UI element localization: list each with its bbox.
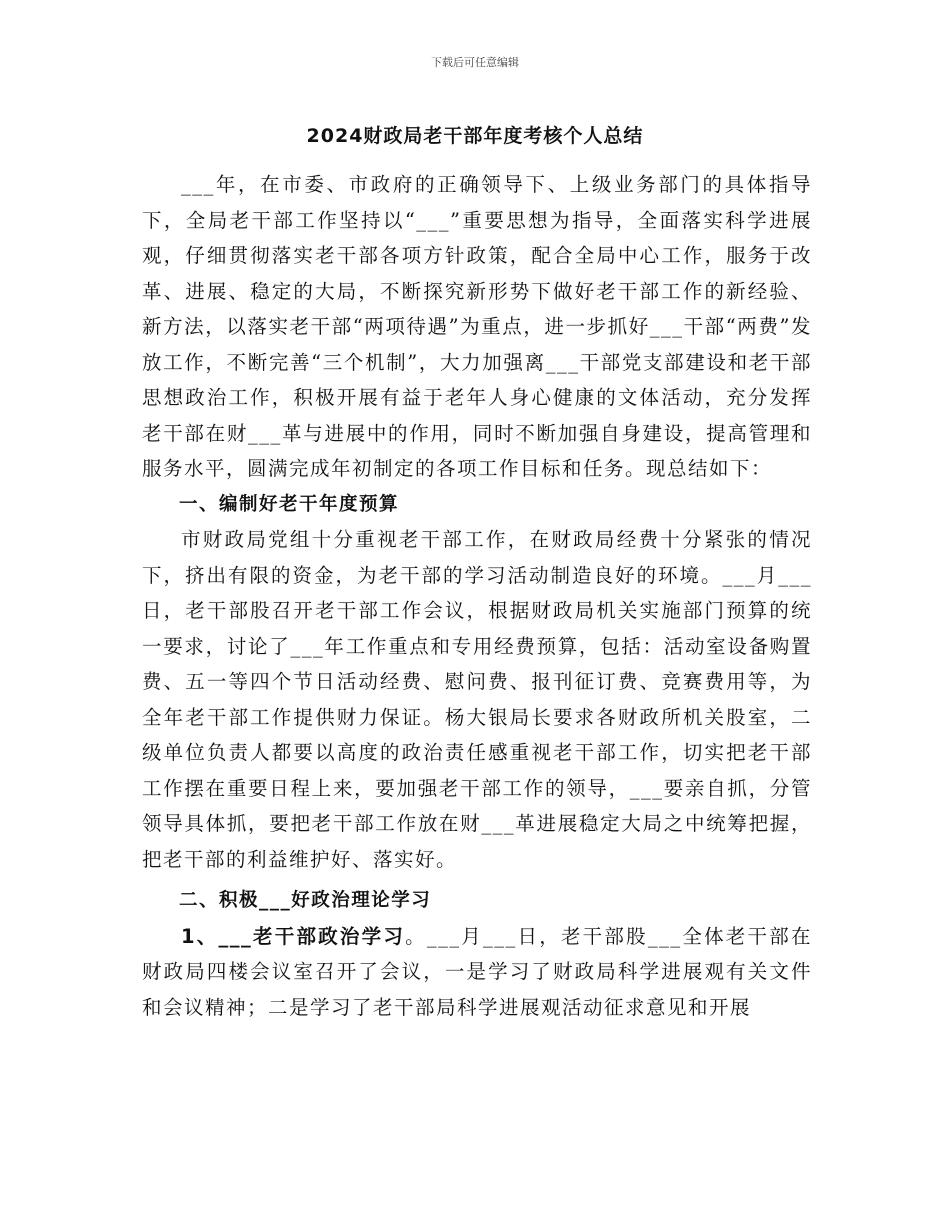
section-2-text: 。___月___日，老干部股___全体老干部在财政局四楼会议室召开了会议，一是学习了财政局科学进展观有关文件和会议精神；二是学习了老干部局科学进展观活动征求意见和开展 <box>142 924 812 1019</box>
subsection-lead: 1、___老干部政治学习 <box>181 924 406 948</box>
section-1-paragraph: 市财政局党组十分重视老干部工作，在财政局经费十分紧张的情况下，挤出有限的资金，为老干部的学习活动制造良好的环境。___月___日，老干部股召开老干部工作会议，根据财政局机关实施部门预算的统一要求，讨论了___年工作重点和专用经费预算，包括：活动室设备购置费、五一等四个节日活动经费、慰问费、报刊征订费、竞赛费用等，为全年老干部工作提供财力保证。杨大银局长要求各财政所机关股室，二级单位负责人都要以高度的政治责任感重视老干部工作，切实把老干部工作摆在重要日程上来，要加强老干部工作的领导，___要亲自抓，分管领导具体抓，要把老干部工作放在财___革进展稳定大局之中统筹把握，把老干部的利益维护好、落实好。 <box>142 528 812 871</box>
section-heading-1: 一、编制好老干年度预算 <box>179 493 400 515</box>
intro-paragraph: ___年，在市委、市政府的正确领导下、上级业务部门的具体指导下，全局老干部工作坚持以“___”重要思想为指导，全面落实科学进展观，仔细贯彻落实老干部各项方针政策，配合全局中心工作，服务于改革、进展、稳定的大局，不断探究新形势下做好老干部工作的新经验、新方法，以落实老干部“两项待遇”为重点，进一步抓好___干部“两费”发放工作，不断完善“三个机制”，大力加强离___干部党支部建设和老干部思想政治工作，积极开展有益于老年人身心健康的文体活动，充分发挥老干部在财___革与进展中的作用，同时不断加强自身建设，提高管理和服务水平，圆满完成年初制定的各项工作目标和任务。现总结如下： <box>142 173 812 480</box>
section-heading-2: 二、积极___好政治理论学习 <box>179 890 432 911</box>
document-title: 2024财政局老干部年度考核个人总结 <box>306 125 644 147</box>
document-body <box>142 167 812 1025</box>
section-2-paragraph <box>142 919 812 1026</box>
header-note: 下载后可任意编辑 <box>431 56 519 69</box>
